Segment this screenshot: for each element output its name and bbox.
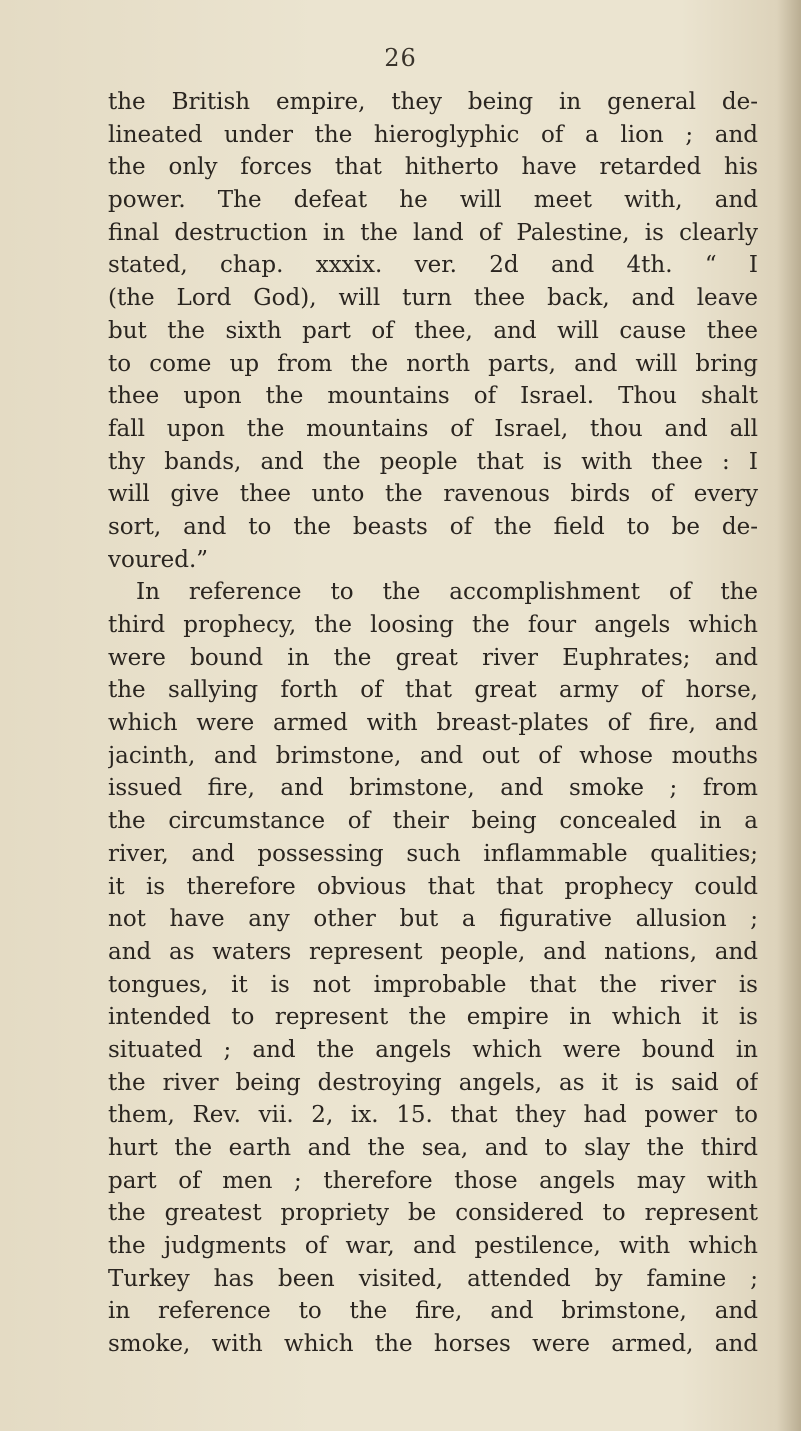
text-line: final destruction in the land of Palestine, is clearly — [108, 219, 758, 246]
text-line: not have any other but a figurative allusion ; — [108, 906, 758, 933]
page-number: 26 — [384, 44, 417, 72]
text-line: part of men ; therefore those angels may with — [108, 1167, 758, 1194]
text-line: (the Lord God), will turn thee back, and leave — [108, 285, 758, 312]
body-text — [108, 86, 758, 1361]
text-line: lineated under the hieroglyphic of a lion ; and — [108, 121, 758, 148]
text-line: the British empire, they being in general de- — [108, 89, 758, 115]
text-line: river, and possessing such inflammable qualities; — [108, 840, 758, 867]
text-line: the only forces that hitherto have retarded his — [108, 154, 758, 181]
text-line: stated, chap. xxxix. ver. 2d and 4th. “ I — [108, 252, 758, 279]
text-line: jacinth, and brimstone, and out of whose mouths — [108, 742, 758, 769]
text-line: them, Rev. vii. 2, ix. 15. that they had power to — [108, 1102, 758, 1129]
text-line: the judgments of war, and pestilence, with which — [108, 1233, 758, 1260]
text-line: thee upon the mountains of Israel. Thou shalt — [108, 383, 758, 410]
text-line: hurt the earth and the sea, and to slay the third — [108, 1135, 758, 1161]
text-line: in reference to the fire, and brimstone, and — [108, 1298, 758, 1325]
text-line: the greatest propriety be considered to represent — [108, 1200, 758, 1227]
text-line: intended to represent the empire in which it is — [108, 1004, 758, 1031]
text-line: the sallying forth of that great army of horse, — [108, 677, 758, 704]
text-line: the circumstance of their being concealed in a — [108, 808, 758, 835]
text-line: issued fire, and brimstone, and smoke ; from — [108, 775, 758, 802]
text-line: fall upon the mountains of Israel, thou and all — [108, 415, 758, 442]
text-line: which were armed with breast-plates of fire, and — [108, 710, 758, 737]
text-line: sort, and to the beasts of the field to be de- — [108, 513, 758, 540]
text-line: were bound in the great river Euphrates; and — [108, 644, 758, 671]
text-line: voured.” — [108, 546, 209, 573]
text-line: will give thee unto the ravenous birds of every — [108, 481, 758, 508]
text-line: third prophecy, the loosing the four angels which — [108, 612, 758, 638]
text-line: the river being destroying angels, as it is said of — [108, 1069, 758, 1096]
text-line: it is therefore obvious that that prophecy could — [108, 873, 758, 900]
text-line: but the sixth part of thee, and will cause thee — [108, 317, 758, 344]
text-line: thy bands, and the people that is with thee : I — [108, 448, 758, 475]
text-line: to come up from the north parts, and will bring — [108, 350, 758, 377]
text-line: situated ; and the angels which were bound in — [108, 1036, 758, 1063]
text-line: Turkey has been visited, attended by famine ; — [108, 1265, 758, 1292]
text-line: power. The defeat he will meet with, and — [108, 187, 758, 214]
text-line: and as waters represent people, and nations, and — [108, 938, 758, 965]
text-line: tongues, it is not improbable that the river is — [108, 971, 758, 998]
text-line: In reference to the accomplishment of the — [136, 579, 758, 606]
text-line: smoke, with which the horses were armed, and — [108, 1331, 758, 1358]
